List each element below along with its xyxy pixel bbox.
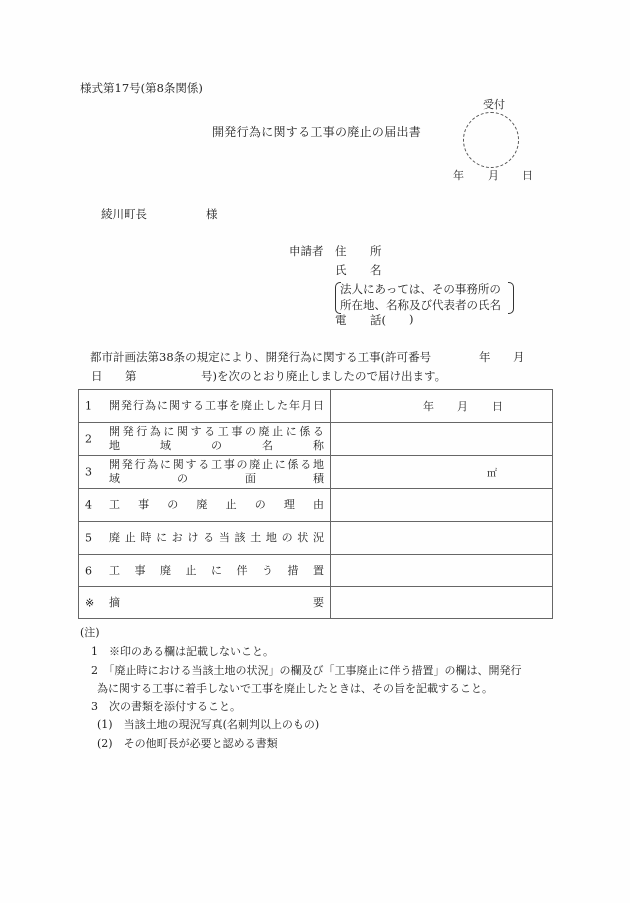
label-char: 理 [283,498,295,511]
label-char: 廃 [241,399,252,412]
label-char: 関 [169,399,180,412]
label-char: 工 [211,458,222,471]
notification-table [78,389,553,619]
label-char: 事 [134,563,146,577]
label-char: 廃 [160,563,171,577]
label-char: 名 [262,439,273,452]
statement-month: 月 [513,350,525,364]
table-row [79,489,553,522]
label-char: し [265,399,276,412]
row-label-line [109,425,324,439]
label-char: 面 [245,472,256,485]
label-char: 為 [145,399,156,412]
row-label-line [109,596,324,610]
reception-month: 月 [488,169,499,182]
notes-heading: (注) [80,626,100,639]
label-char: 伴 [236,563,248,577]
table-row [79,390,553,423]
label-char: す [181,399,192,412]
name-label-1: 氏 [335,263,347,277]
row-label-cell [79,456,331,489]
label-char: 廃 [249,458,261,471]
phone-label-1: 電 [335,313,347,327]
label-char: 該 [234,531,246,544]
label-char: 止 [262,458,273,471]
row-label [109,531,324,545]
addressee-name: 綾川町長 [101,207,147,221]
label-char: 為 [147,458,159,471]
label-char: 工 [205,399,216,412]
name-label-2: 名 [370,263,382,277]
label-char: 地 [109,439,120,452]
address-label-2: 所 [370,244,382,258]
row-value-cell[interactable] [331,456,553,489]
label-char: 措 [287,563,299,577]
label-char: に [157,399,168,412]
document-title: 開発行為に関する工事の廃止の届出書 [212,125,422,139]
label-char: る [312,425,324,438]
statement-day: 日 [91,369,103,383]
area-unit: ㎡ [487,468,497,480]
reception-year: 年 [453,169,464,182]
table-row [79,423,553,456]
label-char: 止 [272,425,284,438]
table-row [79,555,553,587]
row-label-cell [79,587,331,619]
label-char: 年 [289,399,300,412]
label-char: 廃 [196,498,208,511]
label-char: の [254,498,266,511]
note-3-2: (2) その他町長が必要と認める書類 [97,737,278,750]
statement-line2: 号)を次のとおり廃止しましたので届け出ます。 [201,369,447,383]
label-char: 地 [313,458,324,471]
phone-label-2: 話( [370,313,386,327]
label-char: に [274,458,286,471]
label-char: 当 [218,531,230,544]
label-char: け [187,531,199,544]
label-char: 積 [313,472,324,485]
label-char: 工 [217,425,229,438]
label-char: の [281,531,293,544]
row-label [109,596,324,610]
label-char: 行 [133,399,144,412]
label-char: す [185,458,197,471]
reception-day: 日 [522,169,533,182]
label-char: 事 [138,498,150,511]
note-1: 1 ※印のある欄は記載しないこと。 [91,645,274,658]
label-char: の [211,439,222,452]
label-char: 廃 [109,531,120,544]
reception-label: 受付 [483,98,505,111]
row-label-line [109,531,324,545]
label-char: た [277,399,288,412]
table-row [79,587,553,619]
label-char: 状 [297,531,309,544]
label-char: る [198,458,210,471]
table-row [79,456,553,489]
note-2: 2 「廃止時における当該土地の状況」の欄及び「工事廃止に伴う措置」の欄は、開発行 [91,664,522,677]
row-number: 6 [85,564,92,577]
label-char: う [262,563,273,577]
label-char: 工 [109,563,120,577]
label-char: る [300,458,312,471]
value-month: 月 [457,400,468,413]
label-char: を [229,399,240,412]
note-2-cont: 為に関する工事に着手しないで工事を廃止したときは、その旨を記載すること。 [97,682,493,695]
label-char: 摘 [109,595,120,609]
row-value-cell[interactable] [331,522,553,555]
label-char: る [204,425,216,438]
row-label-line [109,498,324,512]
label-char: 称 [313,439,324,452]
row-label-cell [79,390,331,423]
row-label [109,425,324,453]
row-label [109,458,324,486]
form-number: 様式第17号(第8条関係) [80,81,203,95]
label-char: 要 [313,595,324,609]
label-char: 日 [313,399,324,412]
addressee-honorific: 様 [206,207,218,221]
statement-dai: 第 [125,369,137,383]
label-char: 為 [149,425,161,438]
row-label-cell [79,522,331,555]
label-char: に [160,458,171,471]
label-char: 止 [185,563,197,577]
phone-label-3: ) [409,312,414,326]
note-3-1: (1) 当該土地の現況写真(名刺判以上のもの) [97,718,320,731]
row-value-cell[interactable] [331,555,553,587]
row-value-cell[interactable] [331,390,553,423]
label-char: 開 [109,399,120,412]
statement-line1: 都市計画法第38条の規定により、開発行為に関する工事(許可番号 [90,350,432,364]
label-char: る [203,531,215,544]
label-char: 土 [250,531,262,544]
row-value-cell[interactable] [331,489,553,522]
label-char: 月 [301,399,312,412]
label-char: 行 [134,458,146,471]
label-char: 関 [172,458,184,471]
label-char: 止 [225,498,237,511]
row-number: 5 [85,531,92,545]
label-char: の [244,425,256,438]
row-label-line [109,439,324,453]
row-label [109,399,324,413]
label-char: 工 [109,498,120,511]
row-label [109,498,324,512]
label-char: に [211,563,222,577]
row-label-line [109,472,324,486]
label-char: 置 [313,563,324,577]
label-char: の [236,458,248,471]
label-char: 廃 [258,425,270,438]
corporate-note-line1: 法人にあっては、その事務所の [340,282,501,296]
corporate-note [335,281,514,313]
address-label-1: 住 [335,244,347,258]
label-char: 止 [124,531,136,544]
label-char: 関 [176,425,188,438]
table-row [79,522,553,555]
label-char: 況 [312,531,324,544]
reception-stamp-circle [463,112,519,168]
row-label [109,564,324,578]
label-char: に [163,425,175,438]
label-char: 開 [109,458,120,471]
label-char: に [156,531,168,544]
applicant-label: 申請者 [289,244,324,258]
label-char: の [167,498,179,511]
label-char: 事 [231,425,243,438]
label-char: 止 [253,399,264,412]
label-char: 事 [217,399,228,412]
note-3: 3 次の書類を添付すること。 [91,700,241,713]
row-number: 2 [85,432,92,446]
row-number: ※ [85,596,95,609]
label-char: 係 [287,458,299,471]
label-char: 係 [299,425,311,438]
row-label-line [109,564,324,578]
label-char: 域 [160,439,171,452]
row-label-line [109,399,324,413]
value-day: 日 [492,400,503,413]
label-char: に [285,425,297,438]
row-label-cell [79,423,331,456]
label-char: 域 [109,472,120,485]
row-number: 1 [85,399,92,413]
label-char: す [190,425,202,438]
label-char: 発 [121,458,133,471]
row-label-cell [79,555,331,587]
label-char: お [171,531,183,544]
statement-year: 年 [479,350,491,364]
label-char: 時 [140,531,152,544]
row-label-line [109,458,324,472]
corporate-note-line2: 所在地、名称及び代表者の氏名 [340,298,501,312]
label-char: 地 [265,531,277,544]
label-char: る [193,399,204,412]
label-char: 開 [109,425,120,438]
row-value-cell[interactable] [331,587,553,619]
row-value-cell[interactable] [331,423,553,456]
label-char: 行 [136,425,148,438]
label-char: 由 [312,498,324,511]
row-number: 4 [85,498,92,512]
label-char: 発 [122,425,134,438]
value-year: 年 [423,400,434,413]
label-char: 事 [223,458,235,471]
label-char: の [177,472,188,485]
row-number: 3 [85,465,92,479]
row-label-cell [79,489,331,522]
label-char: 発 [121,399,132,412]
